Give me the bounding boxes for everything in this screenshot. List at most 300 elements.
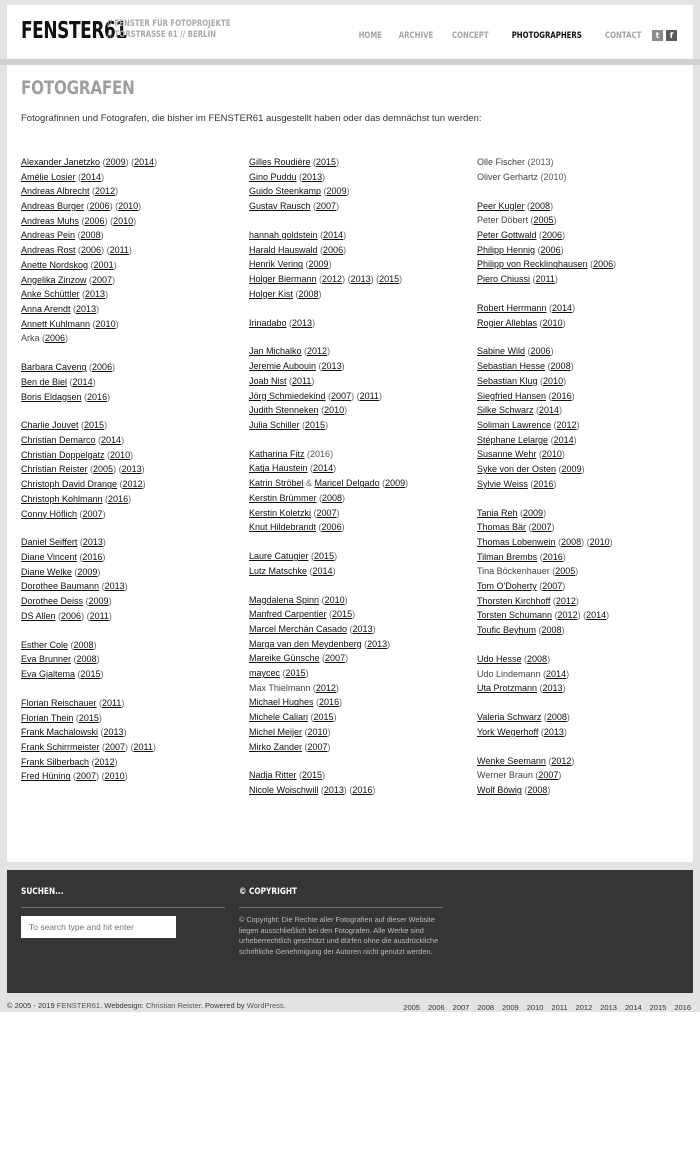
photographer-name[interactable]: Fred Hüning — [21, 771, 71, 782]
paren: ( — [301, 346, 308, 357]
exhibition-year-link[interactable]: 2010 — [104, 771, 125, 782]
exhibition-year-link[interactable]: 2008 — [73, 639, 94, 650]
paren: ( — [556, 463, 562, 474]
photographer-name[interactable]: Daniel Seiffert — [21, 537, 78, 548]
paren: ) — [561, 449, 565, 460]
paren: ) — [387, 638, 391, 649]
photographer-name[interactable]: Wenke Seemann — [477, 755, 546, 766]
photographer-entry — [249, 725, 408, 740]
photographer-name[interactable]: Piero Chiussi — [477, 274, 531, 284]
exhibition-year-link[interactable]: 2008 — [561, 536, 582, 547]
exhibition-year-link[interactable]: 2010 — [542, 317, 563, 328]
paren: ) — [311, 375, 315, 386]
exhibition-year-link[interactable]: 2011 — [292, 375, 312, 386]
exhibition-year-link[interactable]: 2013 — [292, 317, 313, 328]
paren: ( — [540, 668, 547, 679]
paren: ) — [577, 610, 581, 621]
photographer-name[interactable]: Michel Meijer — [249, 726, 303, 737]
exhibition-year-link[interactable]: 2009 — [308, 259, 329, 270]
photographer-name[interactable]: Boris Eldagsen — [21, 391, 82, 402]
photographer-name[interactable]: Tania Reh — [477, 507, 518, 518]
exhibition-year-link[interactable]: 2014 — [72, 376, 93, 387]
photographer-name[interactable]: Kerstin Koletzki — [249, 507, 312, 518]
photographer-name[interactable]: Toufic Beyhum — [477, 625, 537, 635]
exhibition-year-link[interactable]: 2015 — [332, 609, 353, 620]
exhibition-year-link[interactable]: 2015 — [84, 420, 105, 431]
photographer-name[interactable]: Thomas Lobenwein — [477, 536, 556, 547]
exhibition-year-link[interactable]: 2005 — [555, 566, 576, 577]
photographer-name[interactable]: Harald Hauswald — [249, 244, 318, 255]
exhibition-year-link[interactable]: 2012 — [557, 610, 578, 621]
photographer-name[interactable]: Andreas Albrecht — [21, 186, 90, 197]
exhibition-year-link[interactable]: 2014 — [553, 434, 574, 445]
exhibition-year-link[interactable]: 2009 — [88, 596, 109, 607]
photographer-name: Peter Döbert — [477, 215, 529, 226]
exhibition-year-link[interactable]: 2013 — [103, 727, 124, 738]
photographer-name[interactable]: Angelika Zinzow — [21, 274, 87, 285]
photographer-name[interactable]: Sebastian Klug — [477, 375, 538, 386]
photographer-name[interactable]: Sabine Wild — [477, 346, 526, 357]
exhibition-year-link[interactable]: 2015 — [313, 712, 334, 723]
exhibition-year-link[interactable]: 2010 — [589, 536, 610, 547]
photographer-entry — [21, 448, 157, 463]
photographer-name[interactable]: Christoph Kohlmann — [21, 493, 103, 504]
photographer-name[interactable]: Peter Gottwald — [477, 229, 537, 240]
photographer-name[interactable]: Nadja Ritter — [249, 770, 297, 781]
exhibition-year-link[interactable]: 2011 — [359, 390, 379, 401]
year-link-2015[interactable]: 2015 — [649, 1003, 667, 1012]
exhibition-year-link[interactable]: 2013 — [352, 624, 373, 634]
year-link-2007[interactable]: 2007 — [452, 1003, 470, 1012]
photographer-name[interactable]: Diane Welke — [21, 566, 72, 577]
facebook-icon[interactable]: f — [666, 30, 677, 41]
paren: ( — [379, 478, 386, 489]
exhibition-year-link[interactable]: 2014 — [323, 229, 344, 240]
photographer-name[interactable]: Kerstin Brümmer — [249, 492, 317, 503]
exhibition-year-link[interactable]: 2008 — [541, 625, 562, 635]
exhibition-year-link[interactable]: 2014 — [539, 405, 560, 416]
photographer-name[interactable]: Siegfried Hansen — [477, 390, 547, 401]
photographer-name[interactable]: Lutz Matschke — [249, 565, 308, 576]
photographer-name[interactable]: Irinadabo — [249, 317, 287, 328]
photographer-name[interactable]: Barbara Caveng — [21, 362, 87, 373]
exhibition-year-link[interactable]: 2007 — [92, 274, 113, 285]
exhibition-year-link[interactable]: 2016 — [82, 552, 103, 563]
photographer-name[interactable]: Christian Demarco — [21, 435, 96, 446]
photographer-entry — [249, 768, 408, 783]
exhibition-year-link[interactable]: 2009 — [77, 566, 98, 577]
paren: ) — [606, 610, 610, 621]
paren: ) — [128, 245, 132, 256]
exhibition-year-link[interactable]: 2013 — [350, 274, 371, 284]
nav-contact[interactable]: CONTACT — [604, 31, 642, 41]
photographer-name[interactable]: DS Allen — [21, 610, 56, 621]
exhibition-year-link[interactable]: 2012 — [555, 595, 576, 606]
exhibition-year-link[interactable]: 2012 — [122, 479, 143, 490]
exhibition-year-link[interactable]: 2015 — [285, 668, 306, 679]
exhibition-year-link[interactable]: 2014 — [586, 610, 607, 621]
exhibition-year-link[interactable]: 2013 — [85, 289, 106, 300]
exhibition-year-link[interactable]: 2016 — [108, 493, 129, 504]
photographer-name[interactable]: Gilles Roudière — [249, 157, 311, 167]
main-content — [7, 65, 693, 862]
exhibition-year-link[interactable]: 2016 — [352, 785, 373, 796]
photographer-name[interactable]: Esther Cole — [21, 639, 69, 650]
photographer-name[interactable]: Jan Michalko — [249, 346, 302, 357]
exhibition-year-link[interactable]: 2012 — [551, 755, 572, 766]
exhibition-year-link[interactable]: 2006 — [321, 522, 342, 533]
photographer-name[interactable]: Christoph David Drange — [21, 479, 118, 490]
exhibition-year-link[interactable]: 2007 — [307, 741, 328, 752]
exhibition-year-link[interactable]: 2009 — [326, 186, 347, 197]
exhibition-year-link[interactable]: 2008 — [546, 712, 567, 723]
exhibition-year-link[interactable]: 2007 — [105, 742, 126, 752]
exhibition-year-link[interactable]: 2011 — [109, 245, 129, 256]
photographer-name[interactable]: Michael Hughes — [249, 697, 314, 708]
photographer-name[interactable]: Marga van den Meydenberg — [249, 638, 362, 649]
exhibition-year-link[interactable]: 2007 — [325, 653, 346, 664]
exhibition-year-link[interactable]: 2006 — [45, 333, 66, 344]
exhibition-year-link[interactable]: 2013 — [542, 683, 563, 694]
exhibition-year-link[interactable]: 2009 — [561, 463, 582, 474]
twitter-icon[interactable]: t — [652, 30, 663, 41]
year-link-2014[interactable]: 2014 — [624, 1003, 642, 1012]
photographer-name[interactable]: Judith Stenneken — [249, 405, 319, 416]
paren: ) — [328, 259, 332, 270]
photographer-name[interactable]: Michele Caliari — [249, 712, 309, 723]
nav-archive[interactable]: ARCHIVE — [399, 31, 434, 41]
exhibition-year-link[interactable]: 2013 — [82, 537, 103, 548]
exhibition-year-link[interactable]: 2011 — [535, 274, 555, 284]
photographer-name[interactable]: Conny Höflich — [21, 508, 78, 519]
exhibition-year-link[interactable]: 2007 — [76, 771, 97, 782]
exhibition-year-link[interactable]: 2010 — [118, 201, 139, 212]
exhibition-year-link[interactable]: 2012 — [95, 186, 116, 197]
photographer-name[interactable]: Susanne Wehr — [477, 449, 537, 460]
paren: ( — [90, 318, 96, 329]
search-input[interactable] — [21, 916, 176, 938]
photographer-name[interactable]: Torsten Schumann — [477, 610, 553, 621]
paren: ( — [71, 654, 77, 665]
powered-label: . Powered by — [200, 1001, 247, 1010]
exhibition-year-link[interactable]: 2008 — [527, 653, 548, 664]
exhibition-year-link[interactable]: 2010 — [307, 726, 328, 737]
search-heading-rule — [21, 907, 225, 908]
exhibition-year-link[interactable]: 2011 — [102, 697, 122, 708]
exhibition-year-link[interactable]: 2006 — [84, 215, 105, 226]
photographer-name[interactable]: Philipp Hennig — [477, 244, 536, 255]
exhibition-year-link[interactable]: 2009 — [523, 507, 544, 518]
nav-photographers[interactable]: PHOTOGRAPHERS — [511, 31, 582, 41]
year-link-2006[interactable]: 2006 — [427, 1003, 445, 1012]
exhibition-year-link[interactable]: 2005 — [533, 215, 554, 226]
exhibition-year-link[interactable]: 2016 — [533, 478, 554, 489]
site-logo[interactable]: FENSTER61 — [21, 18, 127, 44]
year-link-2008[interactable]: 2008 — [477, 1003, 495, 1012]
exhibition-year-link[interactable]: 2006 — [542, 229, 563, 240]
paren: ( — [107, 215, 114, 226]
photographer-name[interactable]: Tom O'Doherty — [477, 580, 537, 591]
photographer-name[interactable]: Katharina Fitz — [249, 448, 305, 459]
exhibition-year-link[interactable]: 2007 — [538, 770, 559, 781]
photographer-name[interactable]: Udo Hesse — [477, 653, 522, 664]
exhibition-year-link[interactable]: 2010 — [113, 215, 134, 226]
photographer-name[interactable]: Soliman Lawrence — [477, 419, 552, 430]
paren: ) — [581, 536, 585, 547]
exhibition-year-link[interactable]: 2014 — [81, 171, 102, 182]
exhibition-year-link[interactable]: 2013 — [76, 303, 97, 314]
photographer-name[interactable]: Anke Schüttler — [21, 289, 80, 300]
exhibition-year-link[interactable]: 2012 — [556, 419, 577, 430]
photographer-name[interactable]: Manfred Carpentier — [249, 609, 327, 620]
exhibition-year-link[interactable]: 2007 — [331, 390, 352, 401]
main-nav — [356, 31, 645, 41]
nav-home[interactable]: HOME — [358, 31, 382, 41]
paren: ( — [310, 201, 317, 212]
photographer-name[interactable]: Nicole Woischwill — [249, 785, 319, 796]
photographer-name[interactable]: maycec — [249, 668, 281, 679]
exhibition-year-link[interactable]: 2013 — [121, 464, 142, 475]
paren: ( — [347, 624, 353, 634]
photographer-entry — [21, 287, 157, 302]
exhibition-year-link[interactable]: 2008 — [76, 654, 97, 665]
year-archive-links — [403, 1003, 691, 1012]
exhibition-year-link[interactable]: 2012 — [315, 682, 336, 693]
exhibition-year-link[interactable]: 2016 — [319, 697, 340, 708]
paren: ( — [67, 376, 73, 387]
exhibition-year-link[interactable]: 2008 — [298, 288, 319, 299]
paren: ( — [584, 536, 590, 547]
photographer-name[interactable]: Holger Kist — [249, 288, 294, 299]
photographer-name[interactable]: Guido Steenkamp — [249, 186, 322, 197]
photographer-name[interactable]: Rogier Alleblas — [477, 317, 538, 328]
exhibition-year-link[interactable]: 2014 — [546, 668, 567, 679]
photographer-name[interactable]: York Wegerhoff — [477, 726, 539, 737]
photographer-name[interactable]: Mirko Zander — [249, 741, 303, 752]
photographer-name[interactable]: Jörg Schmiedekind — [249, 390, 326, 401]
photographer-name[interactable]: Knut Hildebrandt — [249, 522, 317, 533]
photographer-name[interactable]: Henrik Vering — [249, 259, 304, 270]
exhibition-year-link[interactable]: 2009 — [385, 478, 406, 489]
paren: ) — [102, 552, 106, 563]
exhibition-year-link[interactable]: 2015 — [379, 274, 400, 284]
exhibition-year-link[interactable]: 2001 — [93, 259, 114, 270]
exhibition-year-link[interactable]: 2016 — [551, 390, 572, 401]
exhibition-year-link[interactable]: 2008 — [550, 361, 571, 372]
exhibition-year-link[interactable]: 2013 — [104, 581, 125, 592]
photographer-name[interactable]: Andreas Rost — [21, 245, 76, 256]
year-link-2012[interactable]: 2012 — [575, 1003, 593, 1012]
exhibition-year-link[interactable]: 2005 — [93, 464, 114, 475]
paren: ) — [92, 376, 96, 387]
photographer-name[interactable]: Thomas Bär — [477, 522, 527, 533]
exhibition-year-link[interactable]: 2008 — [322, 492, 343, 503]
paren: ) — [102, 537, 106, 548]
photographer-name[interactable]: Christian Reister — [21, 464, 88, 475]
exhibition-year-link[interactable]: 2010 — [324, 594, 345, 605]
exhibition-year-link[interactable]: 2007 — [531, 522, 552, 533]
exhibition-year-link[interactable]: 2006 — [61, 610, 82, 621]
photographer-entry — [249, 681, 408, 696]
exhibition-year-link[interactable]: 2015 — [316, 157, 337, 167]
photographer-name[interactable]: Uta Protzmann — [477, 683, 538, 694]
photographer-name[interactable]: Gino Puddu — [249, 171, 297, 182]
wordpress-link[interactable]: WordPress — [246, 1001, 284, 1010]
exhibition-year-link[interactable]: 2012 — [322, 274, 343, 284]
photographer-name[interactable]: Christian Doppelgatz — [21, 449, 105, 460]
photographer-name[interactable]: Valeria Schwarz — [477, 712, 542, 723]
exhibition-year-link[interactable]: 2006 — [89, 201, 110, 212]
year-link-2009[interactable]: 2009 — [502, 1003, 519, 1012]
exhibition-year-link[interactable]: 2010 — [541, 449, 562, 460]
photographer-name[interactable]: Sebastian Hesse — [477, 361, 546, 372]
exhibition-year-link[interactable]: 2011 — [89, 610, 109, 621]
paren: ) — [336, 201, 340, 212]
photographer-name[interactable]: Frank Schirrmeister — [21, 742, 100, 752]
exhibition-year-link[interactable]: 2008 — [530, 200, 551, 211]
photographer-name[interactable]: Charlie Jouvet — [21, 420, 79, 431]
photographer-name[interactable]: Philipp von Recklinghausen — [477, 259, 588, 270]
exhibition-year-link[interactable]: 2015 — [302, 770, 323, 781]
list-spacer — [477, 330, 616, 344]
exhibition-year-link[interactable]: 2010 — [324, 405, 345, 416]
paren: ) — [342, 492, 346, 503]
photographer-name[interactable]: Magdalena Spinn — [249, 594, 320, 605]
exhibition-year-link[interactable]: 2015 — [305, 419, 326, 430]
exhibition-year-link[interactable]: 2007 — [82, 508, 103, 519]
year-link-2005[interactable]: 2005 — [403, 1003, 420, 1012]
year-link-2010[interactable]: 2010 — [526, 1003, 544, 1012]
designer-link[interactable]: Christian Reister — [145, 1001, 201, 1010]
photographer-name[interactable]: Andreas Burger — [21, 201, 85, 212]
exhibition-year-link[interactable]: 2007 — [316, 507, 337, 518]
photographer-entry — [21, 155, 157, 170]
photographer-name[interactable]: Joab Nist — [249, 375, 287, 386]
exhibition-year-link[interactable]: 2012 — [94, 756, 115, 767]
photographer-name[interactable]: Florian Reischauer — [21, 697, 97, 708]
exhibition-year-link[interactable]: 2006 — [593, 259, 614, 270]
exhibition-year-link[interactable]: 2006 — [530, 346, 551, 357]
photographer-name[interactable]: Tilman Brembs — [477, 551, 538, 562]
photographer-name[interactable]: Amélie Losier — [21, 171, 76, 182]
exhibition-year-link[interactable]: 2013 — [321, 361, 342, 372]
exhibition-year-link[interactable]: 2010 — [95, 318, 116, 329]
exhibition-year-link[interactable]: 2014 — [134, 157, 155, 167]
photographer-name[interactable]: Maricel Delgado — [314, 478, 380, 489]
exhibition-year-link[interactable]: 2010 — [110, 449, 131, 460]
exhibition-year-link[interactable]: 2006 — [540, 244, 561, 255]
photographer-name[interactable]: Anna Arendt — [21, 303, 71, 314]
year-link-2013[interactable]: 2013 — [600, 1003, 617, 1012]
photographer-name[interactable]: Gustav Rausch — [249, 201, 311, 212]
paren: ( — [99, 581, 105, 592]
exhibition-year-link[interactable]: 2007 — [542, 580, 563, 591]
exhibition-year-link[interactable]: 2007 — [316, 201, 337, 212]
exhibition-year-link[interactable]: 2006 — [81, 245, 102, 256]
photographer-entry — [21, 360, 157, 375]
photographer-name[interactable]: Holger Biermann — [249, 274, 317, 284]
site-link[interactable]: FENSTER61 — [56, 1001, 101, 1010]
photographer-name[interactable]: Laure Catugier — [249, 551, 309, 562]
exhibition-year-link[interactable]: 2014 — [313, 463, 334, 474]
exhibition-year-link[interactable]: 2009 — [105, 157, 126, 167]
photographer-name[interactable]: Syke von der Osten — [477, 463, 557, 474]
photographer-name[interactable]: hannah goldstein — [249, 229, 318, 240]
exhibition-year-link[interactable]: 2011 — [133, 742, 153, 752]
photographer-name[interactable]: Silke Schwarz — [477, 405, 534, 416]
photographer-name[interactable]: Mareike Günsche — [249, 653, 320, 664]
photographer-name[interactable]: Thorsten Kirchhoff — [477, 595, 551, 606]
exhibition-year-link[interactable]: 2015 — [80, 669, 101, 680]
paren: ) — [550, 157, 554, 167]
photographer-name[interactable]: Eva Brunner — [21, 654, 72, 665]
paren: ) — [108, 596, 112, 607]
paren: ) — [142, 479, 146, 490]
photographer-name[interactable]: Julia Schiller — [249, 419, 300, 430]
photographer-name[interactable]: Frank Machalowski — [21, 727, 99, 738]
exhibition-year-link[interactable]: 2006 — [92, 362, 113, 373]
photographer-name[interactable]: Andreas Muhs — [21, 215, 80, 226]
photographer-entry — [477, 783, 616, 798]
exhibition-year-link[interactable]: 2013 — [302, 171, 323, 182]
paren: ) — [152, 742, 156, 752]
exhibition-year-link[interactable]: 2016 — [87, 391, 108, 402]
photographer-name[interactable]: Dorothee Deiss — [21, 596, 84, 607]
exhibition-year-link[interactable]: 2016 — [542, 551, 563, 562]
photographer-name[interactable]: Dorothee Baumann — [21, 581, 100, 592]
photographer-name[interactable]: Sylvie Weiss — [477, 478, 528, 489]
exhibition-year-link[interactable]: 2014 — [312, 565, 333, 576]
exhibition-year-link[interactable]: 2014 — [101, 435, 122, 446]
photographer-name[interactable]: Marcel Merchán Casado — [249, 624, 348, 634]
photographer-name[interactable]: Katja Haustein — [249, 463, 308, 474]
photographer-entry — [477, 506, 616, 521]
exhibition-year-link[interactable]: 2013 — [543, 726, 564, 737]
exhibition-year-link[interactable]: 2010 — [543, 375, 564, 386]
copyright-prefix: © 2005 - 2019 — [7, 1001, 57, 1010]
exhibition-year-link[interactable]: 2014 — [552, 302, 573, 313]
photographer-name[interactable]: Anette Nordskog — [21, 259, 89, 270]
exhibition-year-link[interactable]: 2013 — [323, 785, 344, 796]
exhibition-year-link[interactable]: 2012 — [307, 346, 328, 357]
nav-concept[interactable]: CONCEPT — [452, 31, 490, 41]
photographer-name[interactable]: Diane Vincent — [21, 552, 77, 563]
photographer-name[interactable]: Wolf Böwig — [477, 785, 522, 796]
photographer-name[interactable]: Katrin Ströbel — [249, 478, 304, 489]
photographer-name[interactable]: Andreas Pein — [21, 230, 76, 241]
exhibition-year-link[interactable]: 2015 — [78, 712, 99, 723]
photographer-name[interactable]: Alexander Janetzko — [21, 157, 101, 167]
year-link-2011[interactable]: 2011 — [551, 1003, 568, 1012]
photographer-name[interactable]: Frank Silberbach — [21, 756, 90, 767]
photographer-name[interactable]: Florian Thein — [21, 712, 74, 723]
exhibition-year-link[interactable]: 2006 — [323, 244, 344, 255]
exhibition-year-link[interactable]: 2008 — [80, 230, 101, 241]
photographer-name[interactable]: Ben de Biel — [21, 376, 68, 387]
photographer-name[interactable]: Jeremie Aubouin — [249, 361, 317, 372]
year-link-2016[interactable]: 2016 — [674, 1003, 691, 1012]
exhibition-year-link[interactable]: 2015 — [314, 551, 335, 562]
photographer-name[interactable]: Peer Kugler — [477, 200, 525, 211]
photographer-name[interactable]: Stéphane Lelarge — [477, 434, 549, 445]
photographer-name[interactable]: Eva Gjaltema — [21, 669, 76, 680]
exhibition-year-link[interactable]: 2013 — [367, 638, 388, 649]
paren: ( — [293, 288, 299, 299]
photographer-name[interactable]: Robert Herrmann — [477, 302, 547, 313]
photographer-name[interactable]: Annett Kuhlmann — [21, 318, 91, 329]
exhibition-year-link[interactable]: 2008 — [527, 785, 548, 796]
paren: ) — [558, 770, 562, 781]
